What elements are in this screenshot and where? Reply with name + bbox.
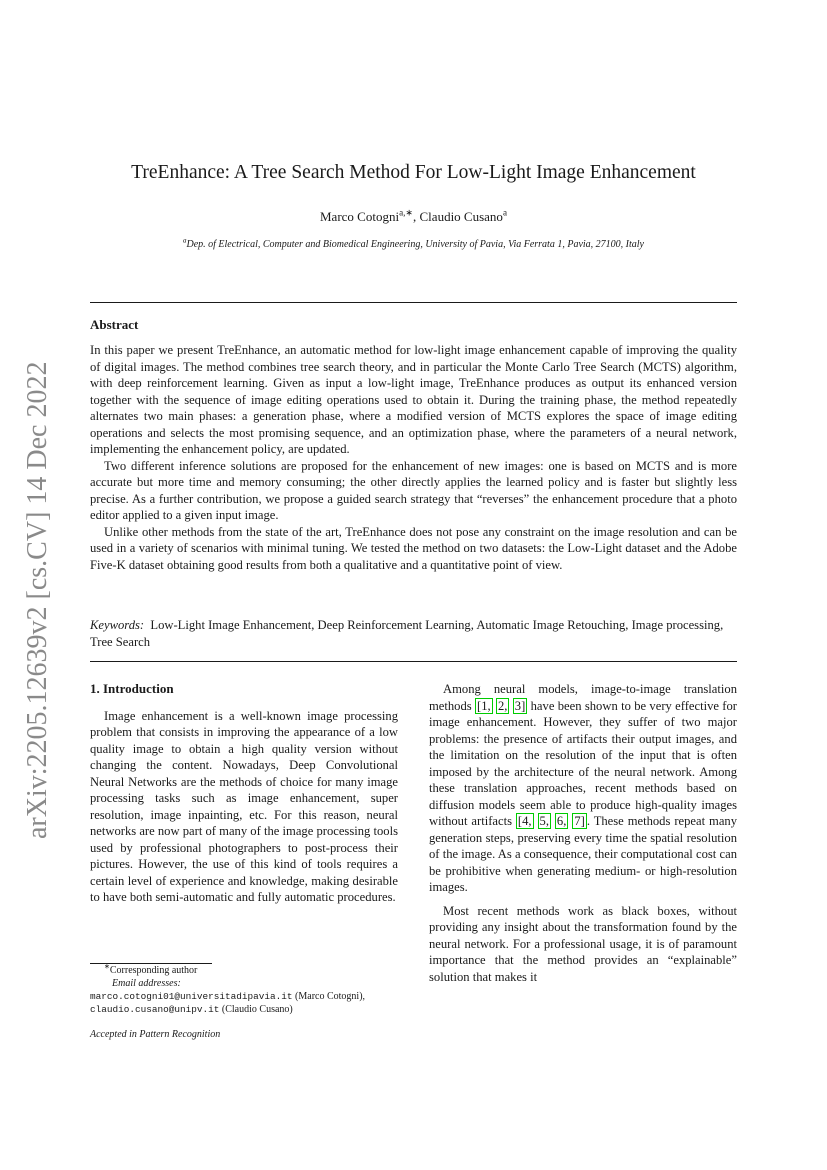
intro-paragraph: Image enhancement is a well-known image processing problem that consists in improving the appearance of a low quality image to obtain a high quality version without changing the content. Nowadays, Deep Convolutional Neural Networks are the methods of choice for many image processing tasks such as image enhancement, super resolution, image inpainting, etc. For this reason, neural networks are now part of many of the image processing tools used by professional photographers to post-process their pictures. However, the use of this kind of tools requires a certain level of experience and knowledge, making desirable to have both semi-automatic and fully automatic procedures. bbox=[90, 708, 398, 904]
citation-link[interactable]: 3] bbox=[514, 698, 526, 713]
email-line: claudio.cusano@unipv.it (Claudio Cusano) bbox=[90, 1004, 293, 1015]
author-mark: a bbox=[502, 207, 507, 218]
section-heading: 1. Introduction bbox=[90, 681, 174, 696]
accepted-note: Accepted in Pattern Recognition bbox=[90, 1029, 221, 1040]
arxiv-stamp: arXiv:2205.12639v2 [cs.CV] 14 Dec 2022 bbox=[22, 361, 53, 839]
footnotes bbox=[90, 964, 410, 1016]
author-list: Marco Cotogni$^{a,∗}$, Claudio Cusano$^a$ bbox=[320, 207, 507, 224]
abstract-bottom-rule bbox=[90, 661, 737, 662]
body-paragraph: Among neural models, image-to-image translation methods [1, 2, 3] have been shown to be very effective for image enhancement. However, they suffer of two major problems: the presence of artifacts their output images, and the limitation on the resolution of the input that is often imposed by the architecture of the neural network. Among these translation approaches, recent methods based on diffusion models seem able to produce high-quality images without artifacts [4, 5, 6, 7] . These methods repeat many generation steps, preserving every time the spatial resolution of the image. As a consequence, their computational cost can be prohibitive when generating medium- or high-resolution images. bbox=[429, 682, 738, 894]
email-link[interactable]: claudio.cusano@unipv.it bbox=[90, 1004, 220, 1015]
paper-title: TreEnhance: A Tree Search Method For Low-Light Image Enhancement bbox=[131, 162, 696, 183]
author-name: Marco Cotogni bbox=[320, 209, 400, 224]
abstract-body bbox=[90, 342, 737, 573]
abstract-paragraph: Unlike other methods from the state of the art, TreEnhance does not pose any constraint on the image resolution and can be used in a variety of scenarios with minimal tuning. We tested the method on two datasets: the Low-Light dataset and the Adobe Five-K dataset obtaining good results from both a qualitative and a quantitative point of view. bbox=[90, 524, 737, 572]
keywords-label: Keywords: bbox=[90, 618, 145, 632]
email-link[interactable]: marco.cotogni01@universitadipavia.it bbox=[90, 991, 293, 1002]
email-line: marco.cotogni01@universitadipavia.it (Marco Cotogni), bbox=[90, 991, 366, 1002]
email-label: Email addresses: bbox=[112, 978, 181, 989]
author-name: Claudio Cusano bbox=[419, 209, 503, 224]
citation-link[interactable]: [1, bbox=[477, 698, 491, 713]
corresponding-note: ∗Corresponding author bbox=[104, 962, 198, 976]
citation-link[interactable]: 7] bbox=[574, 814, 585, 828]
abstract-heading: Abstract bbox=[90, 317, 139, 332]
citation-link[interactable]: 5, bbox=[539, 814, 549, 828]
affiliation-mark: a bbox=[182, 236, 187, 245]
author-mark: a,∗ bbox=[399, 207, 414, 218]
left-column bbox=[90, 681, 398, 906]
abstract-paragraph: Two different inference solutions are proposed for the enhancement of new images: one is based on MCTS and is more accurate but more time and memory consuming; the other directly applies the learned policy and is faster but slightly less precise. As a further contribution, we propose a guided search strategy that “reverses” the enhancement procedure that a photo editor applied to a given input image. bbox=[90, 458, 737, 522]
abstract-paragraph: In this paper we present TreEnhance, an automatic method for low-light image enhancement capable of improving the quality of digital images. The method combines tree search theory, and in particular the Monte Carlo Tree Search (MCTS) algorithm, with deep reinforcement learning. Given as input a low-light image, TreEnhance produces as output its enhanced version together with the sequence of image editing operations used to obtain it. During the training phase, the method repeatedly alternates two main phases: a generation phase, where a modified version of MCTS explores the space of image editing operations and selects the most promising sequence, and an optimization phase, where the parameters of a neural network, implementing the enhancement policy, are updated. bbox=[90, 343, 737, 456]
body-paragraph: Most recent methods work as black boxes, without providing any insight about the transformation found by the neural network. For a professional usage, it is of paramount importance that the method provides an “explainable” solution that makes it bbox=[429, 903, 737, 984]
keywords bbox=[90, 617, 737, 650]
affiliation bbox=[90, 236, 737, 250]
keywords-text: Low-Light Image Enhancement, Deep Reinforcement Learning, Automatic Image Retouching, Image processing, Tree Search bbox=[90, 618, 724, 649]
abstract-top-rule bbox=[90, 302, 737, 303]
citation-link[interactable]: 6, bbox=[556, 814, 567, 828]
right-column bbox=[429, 681, 737, 985]
affiliation-text: Dep. of Electrical, Computer and Biomedical Engineering, University of Pavia, Via Ferrata 1, Pavia, 27100, Italy bbox=[186, 239, 644, 250]
citation-link[interactable]: 2, bbox=[498, 698, 508, 713]
citation-link[interactable]: [4, bbox=[517, 814, 532, 828]
